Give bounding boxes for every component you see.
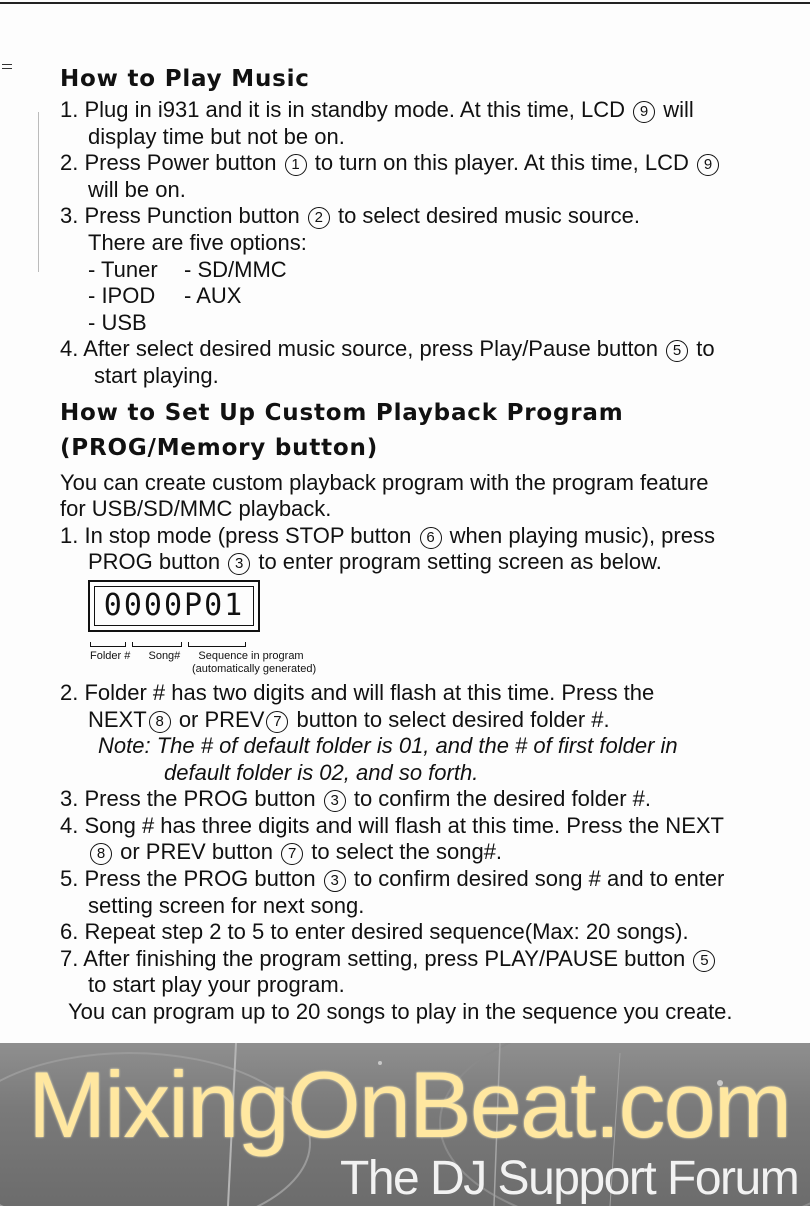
play-step-3 <box>60 203 790 230</box>
program-step-2-cont <box>60 707 790 734</box>
manual-page <box>60 62 790 1026</box>
text: PROG button <box>88 549 221 575</box>
margin-line <box>38 112 39 272</box>
top-rule <box>0 2 810 4</box>
label-sequence: Sequence in program <box>198 649 304 662</box>
text: NEXT <box>88 706 147 732</box>
option-usb: - USB <box>88 309 147 335</box>
play-steps <box>60 97 790 390</box>
text: 1. Plug in i931 and it is in standby mode. At this time, LCD <box>60 97 625 122</box>
circled-number-icon: 1 <box>285 154 307 176</box>
lcd-diagram <box>88 580 790 680</box>
play-step-4 <box>60 336 790 363</box>
section-title-play-music: How to Play Music <box>60 66 310 92</box>
note-line-1: Note: The # of default folder is 01, and the # of first folder in <box>98 733 678 759</box>
text: 3. Press the PROG button <box>60 786 316 812</box>
program-step-4-cont <box>60 839 790 866</box>
program-content <box>60 470 790 1026</box>
lcd-inner <box>94 586 254 626</box>
circled-number-icon: 6 <box>420 527 442 549</box>
program-step-7-cont: to start play your program. <box>88 972 345 998</box>
label-folder: Folder # <box>90 649 131 662</box>
program-step-1-cont <box>60 549 790 576</box>
section-subtitle-prog-button: (PROG/Memory button) <box>60 434 379 461</box>
circled-number-icon: 2 <box>308 207 330 229</box>
text: to enter program setting screen as below. <box>258 549 662 575</box>
option-ipod: - IPOD <box>88 283 156 309</box>
text: to <box>696 336 715 362</box>
play-step-4-cont: start playing. <box>94 362 219 388</box>
circled-number-icon: 3 <box>324 870 346 892</box>
text: button to select desired folder #. <box>296 706 610 732</box>
section-title-custom-program: How to Set Up Custom Playback Program <box>60 399 624 426</box>
text: 1. In stop mode (press STOP button <box>60 522 412 548</box>
program-step-1 <box>60 523 790 550</box>
program-step-5 <box>60 866 790 893</box>
play-step-2-cont: will be on. <box>88 176 186 202</box>
label-song: Song# <box>148 649 181 662</box>
watermark-banner <box>0 1043 810 1206</box>
bracket-folder <box>90 642 126 647</box>
lcd-caption <box>90 650 304 663</box>
text: or PREV button <box>120 839 273 865</box>
play-step-2 <box>60 150 790 177</box>
tagline-watermark: The DJ Support Forum <box>340 1152 799 1205</box>
circled-number-icon: 9 <box>633 101 655 123</box>
text: to confirm the desired folder #. <box>353 786 651 812</box>
text: to select the song#. <box>311 839 503 865</box>
program-step-5-cont: setting screen for next song. <box>88 892 365 918</box>
text: to confirm desired song # and to enter <box>353 866 725 892</box>
label-auto-generated: (automatically generated) <box>192 662 317 675</box>
options-row-1 <box>60 257 790 284</box>
program-step-7 <box>60 946 790 973</box>
text: 2. Press Power button <box>60 150 277 176</box>
lcd-screen <box>88 580 260 632</box>
circled-number-icon: 7 <box>281 843 303 865</box>
brand-watermark: MixingOnBeat.com <box>28 1052 791 1157</box>
program-intro-1: You can create custom playback program with the program feature <box>60 469 709 495</box>
text: or PREV <box>178 706 265 732</box>
program-intro-2: for USB/SD/MMC playback. <box>60 496 332 522</box>
options-intro: There are five options: <box>88 229 307 255</box>
circled-number-icon: 8 <box>149 711 171 733</box>
circled-number-icon: 7 <box>266 711 288 733</box>
program-step-4: 4. Song # has three digits and will flash at this time. Press the NEXT <box>60 812 724 838</box>
text: 5. Press the PROG button <box>60 866 316 892</box>
circled-number-icon: 5 <box>693 950 715 972</box>
program-closing: You can program up to 20 songs to play in the sequence you create. <box>68 999 733 1025</box>
text: 3. Press Punction button <box>60 203 300 229</box>
edge-mark <box>2 64 12 69</box>
option-aux: - AUX <box>184 283 242 309</box>
program-step-3 <box>60 786 790 813</box>
options-row-2 <box>60 283 790 310</box>
text: 7. After finishing the program setting, press PLAY/PAUSE button <box>60 945 686 971</box>
lcd-display-text: 0000P01 <box>103 588 245 624</box>
program-step-2: 2. Folder # has two digits and will flash at this time. Press the <box>60 679 655 705</box>
program-step-6: 6. Repeat step 2 to 5 to enter desired sequence(Max: 20 songs). <box>60 919 689 945</box>
text: 4. After select desired music source, press Play/Pause button <box>60 336 658 362</box>
bracket-song <box>132 642 182 647</box>
text: when playing music), press <box>449 522 715 548</box>
play-step-1-cont: display time but not be on. <box>88 123 345 149</box>
circled-number-icon: 8 <box>90 843 112 865</box>
text: will <box>663 97 694 122</box>
options-row-3 <box>60 310 790 337</box>
option-sdmmc: - SD/MMC <box>184 256 287 282</box>
text: to turn on this player. At this time, LCD <box>314 150 689 176</box>
text: to select desired music source. <box>337 203 640 229</box>
circled-number-icon: 9 <box>697 154 719 176</box>
circled-number-icon: 3 <box>228 553 250 575</box>
play-step-1 <box>60 97 790 124</box>
note-line-2: default folder is 02, and so forth. <box>164 759 479 785</box>
option-tuner: - Tuner <box>88 256 158 282</box>
circled-number-icon: 3 <box>324 790 346 812</box>
bracket-sequence <box>188 642 246 647</box>
circled-number-icon: 5 <box>666 340 688 362</box>
